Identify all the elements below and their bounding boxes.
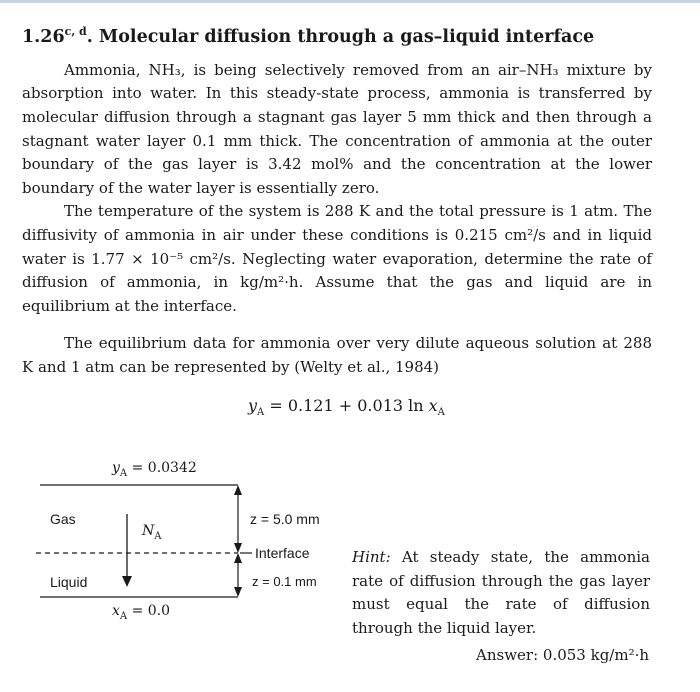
eq-lhs-sub: A bbox=[257, 407, 265, 419]
eq-var: x bbox=[428, 396, 438, 415]
NA-sub: A bbox=[154, 530, 162, 542]
yA-symbol: y bbox=[112, 460, 120, 476]
liquid-label: Liquid bbox=[50, 574, 88, 590]
paragraph-2: The temperature of the system is 288 K and the total pressure is 1 atm. The diffusivity of ammonia in air under these conditions is 0.215 cm²/s and in liquid water is 1.77 × 10⁻⁵ cm²/s. Neglecting water evaporation, determine the rate of diffusion of ammonia, in kg/m²·h. Assume that the gas and liquid are in equilibrium at the interface. bbox=[22, 202, 652, 315]
gas-label: Gas bbox=[50, 511, 76, 527]
flux-label bbox=[142, 523, 161, 542]
interface-label: Interface bbox=[255, 545, 310, 561]
gas-thickness-label: z = 5.0 mm bbox=[250, 511, 320, 527]
answer-label: Answer: bbox=[476, 646, 543, 664]
problem-page bbox=[22, 20, 652, 380]
paragraph-1: Ammonia, NH₃, is being selectively removed from an air–NH₃ mixture by absorption into water. In this steady-state process, ammonia is transferred by molecular diffusion through a stagnant gas layer 5 mm thick and then through a stagnant water layer 0.1 mm thick. The concentration of ammonia at the outer boundary of the gas layer is 3.42 mol% and the concentration at the lower boundary of the water layer is essentially zero. bbox=[22, 60, 652, 197]
problem-number: 1.26 bbox=[22, 26, 65, 47]
eq-lhs: y bbox=[248, 396, 258, 415]
eq-middle: = 0.121 + 0.013 ln bbox=[264, 396, 429, 415]
problem-heading bbox=[22, 20, 652, 49]
liquid-dim-arrow-top bbox=[234, 553, 242, 563]
top-border bbox=[0, 0, 700, 3]
paragraph-gap bbox=[22, 318, 652, 332]
answer-value: 0.053 kg/m²·h bbox=[542, 646, 650, 664]
paragraph-3: The equilibrium data for ammonia over very dilute aqueous solution at 288 K and 1 atm can be represented by (Welty et al., 1984) bbox=[22, 334, 652, 376]
answer bbox=[476, 646, 649, 664]
equilibrium-equation bbox=[248, 396, 445, 418]
xA-sub: A bbox=[119, 610, 128, 622]
yA-value: = 0.0342 bbox=[127, 460, 197, 476]
yA-sub: A bbox=[119, 467, 128, 479]
hint-lead: Hint: bbox=[352, 548, 391, 566]
xA-label bbox=[112, 603, 170, 622]
gas-dim-arrow-top bbox=[234, 485, 242, 495]
hint-text: At steady state, the ammonia rate of diffusion through the gas layer must equal the rate of diffusion through the liquid layer. bbox=[352, 548, 650, 637]
problem-title: . Molecular diffusion through a gas–liquid interface bbox=[86, 26, 595, 47]
NA-symbol: N bbox=[142, 523, 155, 539]
problem-number-superscript: c, d bbox=[64, 25, 87, 38]
eq-var-sub: A bbox=[437, 407, 445, 419]
yA-label bbox=[112, 460, 197, 479]
hint-box bbox=[352, 546, 650, 640]
liquid-dim-arrow-bottom bbox=[234, 587, 242, 597]
flux-arrowhead bbox=[122, 576, 132, 587]
liquid-thickness-label: z = 0.1 mm bbox=[252, 574, 317, 589]
gas-dim-arrow-bottom bbox=[234, 543, 242, 553]
xA-value: = 0.0 bbox=[127, 603, 171, 619]
xA-symbol: x bbox=[112, 603, 120, 619]
